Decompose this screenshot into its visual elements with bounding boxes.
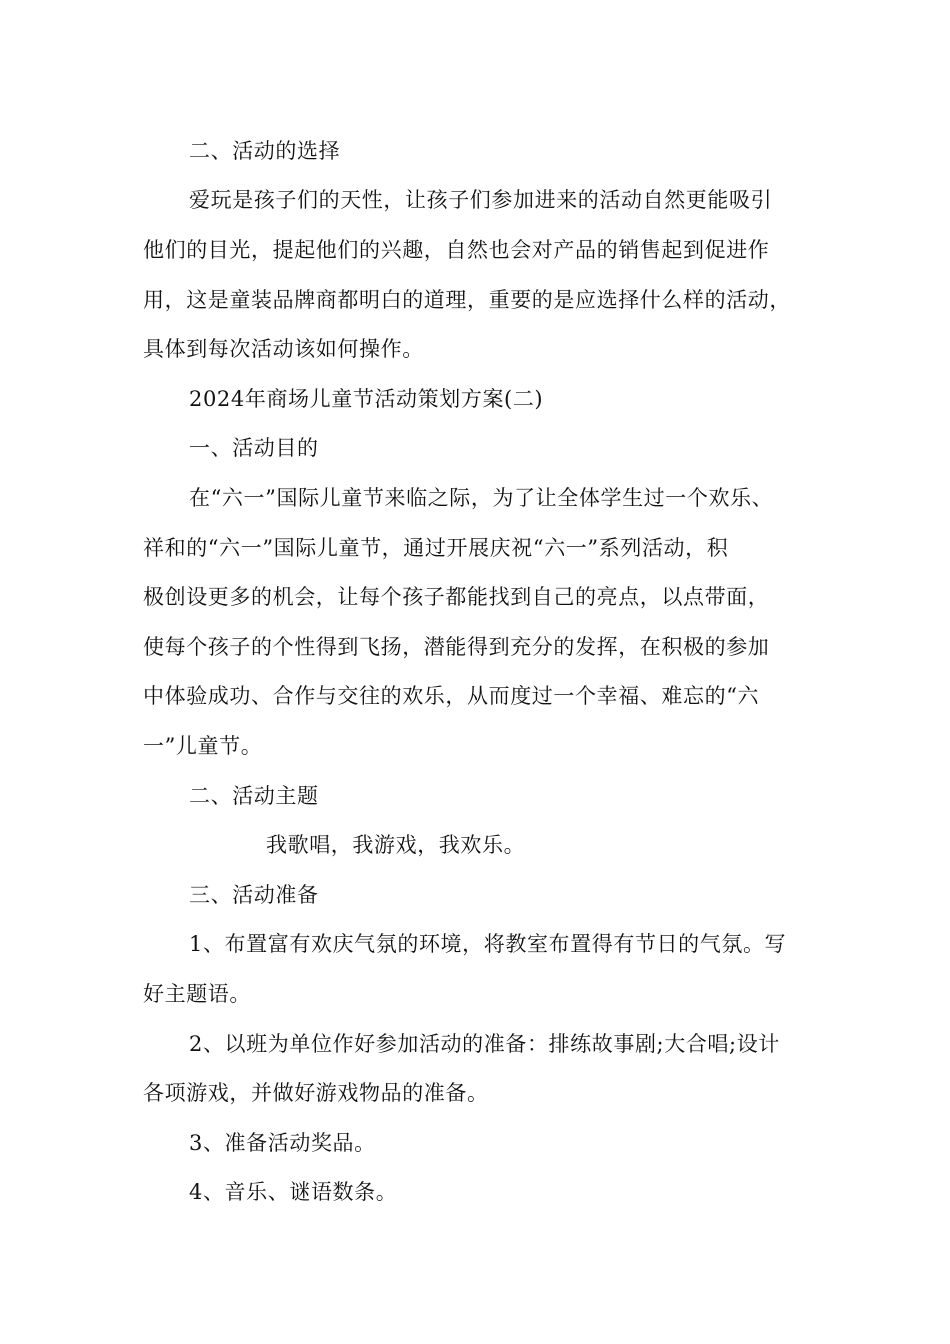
paragraph-line: 用，这是童装品牌商都明白的道理，重要的是应选择什么样的活动，	[143, 288, 791, 312]
section-heading: 二、活动主题	[189, 784, 319, 808]
section-heading: 三、活动准备	[189, 883, 319, 907]
paragraph-line: 使每个孩子的个性得到飞扬，潜能得到充分的发挥，在积极的参加	[143, 635, 770, 659]
list-item: 4、音乐、谜语数条。	[189, 1180, 398, 1204]
section-heading: 二、活动的选择	[189, 139, 341, 163]
paragraph-line: 爱玩是孩子们的天性，让孩子们参加进来的活动自然更能吸引	[189, 188, 773, 212]
section-heading: 一、活动目的	[189, 436, 319, 460]
paragraph-line: 在“六一”国际儿童节来临之际，为了让全体学生过一个欢乐、	[189, 486, 774, 510]
theme-text: 我歌唱，我游戏，我欢乐。	[266, 833, 526, 857]
paragraph-line: 中体验成功、合作与交往的欢乐，从而度过一个幸福、难忘的“六	[143, 684, 760, 708]
paragraph-line: 具体到每次活动该如何操作。	[143, 337, 424, 361]
list-item: 3、准备活动奖品。	[189, 1131, 376, 1155]
list-item: 1、布置富有欢庆气氛的环境，将教室布置得有节日的气氛。写	[189, 932, 787, 956]
paragraph-line: 他们的目光，提起他们的兴趣，自然也会对产品的销售起到促进作	[143, 238, 770, 262]
paragraph-line: 祥和的“六一”国际儿童节，通过开展庆祝“六一”系列活动，积	[143, 536, 729, 560]
list-item: 2、以班为单位作好参加活动的准备：排练故事剧;大合唱;设计	[189, 1032, 780, 1056]
document-title: 2024年商场儿童节活动策划方案(二)	[189, 387, 544, 411]
list-item-continuation: 好主题语。	[143, 982, 251, 1006]
list-item-continuation: 各项游戏，并做好游戏物品的准备。	[143, 1081, 489, 1105]
paragraph-line: 极创设更多的机会，让每个孩子都能找到自己的亮点，以点带面，	[143, 585, 770, 609]
paragraph-line: 一”儿童节。	[143, 734, 263, 758]
